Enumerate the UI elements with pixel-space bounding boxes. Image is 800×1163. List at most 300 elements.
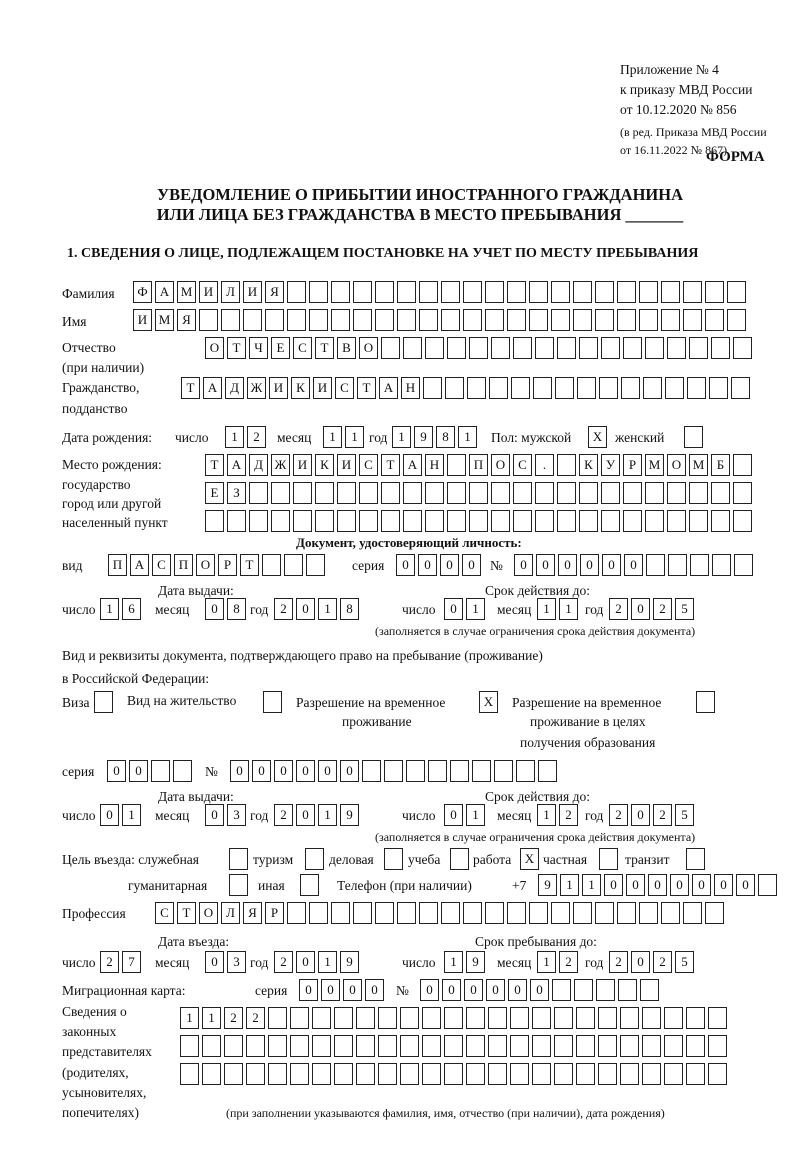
- char-cell[interactable]: [510, 1035, 529, 1057]
- char-cell[interactable]: 0: [252, 760, 271, 782]
- entry-month-field[interactable]: [205, 951, 246, 973]
- char-cell[interactable]: [620, 1063, 639, 1085]
- char-cell[interactable]: [450, 848, 469, 870]
- char-cell[interactable]: 1: [318, 804, 337, 826]
- char-cell[interactable]: X: [520, 848, 539, 870]
- char-cell[interactable]: [151, 760, 170, 782]
- char-cell[interactable]: [397, 309, 416, 331]
- char-cell[interactable]: [620, 1035, 639, 1057]
- char-cell[interactable]: [510, 1063, 529, 1085]
- char-cell[interactable]: [221, 309, 240, 331]
- char-cell[interactable]: П: [469, 454, 488, 476]
- char-cell[interactable]: 2: [653, 951, 672, 973]
- char-cell[interactable]: [642, 1035, 661, 1057]
- entry-day-field[interactable]: [100, 951, 141, 973]
- char-cell[interactable]: [579, 337, 598, 359]
- char-cell[interactable]: [576, 1063, 595, 1085]
- birth-year-field[interactable]: [392, 426, 477, 448]
- char-cell[interactable]: В: [337, 337, 356, 359]
- char-cell[interactable]: [312, 1035, 331, 1057]
- char-cell[interactable]: [381, 510, 400, 532]
- reps-row-3[interactable]: [180, 1063, 727, 1085]
- char-cell[interactable]: О: [196, 554, 215, 576]
- char-cell[interactable]: [375, 281, 394, 303]
- char-cell[interactable]: [573, 902, 592, 924]
- char-cell[interactable]: Е: [271, 337, 290, 359]
- char-cell[interactable]: А: [155, 281, 174, 303]
- char-cell[interactable]: [441, 309, 460, 331]
- char-cell[interactable]: [227, 510, 246, 532]
- char-cell[interactable]: [447, 482, 466, 504]
- char-cell[interactable]: [709, 377, 728, 399]
- char-cell[interactable]: [664, 1007, 683, 1029]
- char-cell[interactable]: [642, 1063, 661, 1085]
- char-cell[interactable]: С: [335, 377, 354, 399]
- char-cell[interactable]: О: [491, 454, 510, 476]
- id-issue-year-field[interactable]: [274, 598, 359, 620]
- char-cell[interactable]: 0: [536, 554, 555, 576]
- char-cell[interactable]: [557, 482, 576, 504]
- purpose-tourism-checkbox[interactable]: [305, 848, 324, 870]
- char-cell[interactable]: [532, 1035, 551, 1057]
- patronymic-field[interactable]: [205, 337, 752, 359]
- char-cell[interactable]: [687, 377, 706, 399]
- char-cell[interactable]: [621, 377, 640, 399]
- char-cell[interactable]: С: [152, 554, 171, 576]
- char-cell[interactable]: Т: [357, 377, 376, 399]
- right-issue-day-field[interactable]: [100, 804, 141, 826]
- char-cell[interactable]: 3: [227, 804, 246, 826]
- char-cell[interactable]: М: [177, 281, 196, 303]
- char-cell[interactable]: 0: [107, 760, 126, 782]
- char-cell[interactable]: [683, 281, 702, 303]
- char-cell[interactable]: И: [293, 454, 312, 476]
- char-cell[interactable]: [290, 1007, 309, 1029]
- char-cell[interactable]: Ж: [247, 377, 266, 399]
- stay-month-field[interactable]: [537, 951, 578, 973]
- char-cell[interactable]: И: [269, 377, 288, 399]
- char-cell[interactable]: [445, 377, 464, 399]
- char-cell[interactable]: [362, 760, 381, 782]
- char-cell[interactable]: 0: [296, 598, 315, 620]
- char-cell[interactable]: А: [403, 454, 422, 476]
- birth-place-row-3[interactable]: [205, 510, 752, 532]
- char-cell[interactable]: [381, 482, 400, 504]
- char-cell[interactable]: А: [203, 377, 222, 399]
- char-cell[interactable]: 1: [318, 598, 337, 620]
- char-cell[interactable]: Д: [225, 377, 244, 399]
- char-cell[interactable]: [733, 510, 752, 532]
- temp-residence-checkbox[interactable]: [479, 691, 498, 713]
- char-cell[interactable]: 9: [340, 951, 359, 973]
- char-cell[interactable]: 1: [318, 951, 337, 973]
- char-cell[interactable]: [705, 902, 724, 924]
- char-cell[interactable]: 5: [675, 598, 694, 620]
- char-cell[interactable]: 0: [205, 951, 224, 973]
- char-cell[interactable]: [246, 1035, 265, 1057]
- char-cell[interactable]: [601, 482, 620, 504]
- char-cell[interactable]: [419, 281, 438, 303]
- char-cell[interactable]: 5: [675, 804, 694, 826]
- char-cell[interactable]: [312, 1063, 331, 1085]
- char-cell[interactable]: Т: [227, 337, 246, 359]
- char-cell[interactable]: [309, 281, 328, 303]
- char-cell[interactable]: 2: [609, 951, 628, 973]
- char-cell[interactable]: М: [645, 454, 664, 476]
- char-cell[interactable]: [425, 510, 444, 532]
- char-cell[interactable]: 2: [274, 804, 293, 826]
- char-cell[interactable]: 0: [624, 554, 643, 576]
- char-cell[interactable]: 0: [444, 598, 463, 620]
- char-cell[interactable]: 0: [692, 874, 711, 896]
- char-cell[interactable]: Я: [177, 309, 196, 331]
- char-cell[interactable]: [463, 902, 482, 924]
- char-cell[interactable]: 2: [224, 1007, 243, 1029]
- char-cell[interactable]: [667, 510, 686, 532]
- purpose-transit-checkbox[interactable]: [686, 848, 705, 870]
- char-cell[interactable]: [532, 1007, 551, 1029]
- visa-checkbox[interactable]: [94, 691, 113, 713]
- char-cell[interactable]: [287, 281, 306, 303]
- char-cell[interactable]: И: [133, 309, 152, 331]
- char-cell[interactable]: Е: [205, 482, 224, 504]
- char-cell[interactable]: Т: [205, 454, 224, 476]
- char-cell[interactable]: [573, 281, 592, 303]
- char-cell[interactable]: [758, 874, 777, 896]
- char-cell[interactable]: [331, 309, 350, 331]
- sex-female-checkbox[interactable]: [684, 426, 703, 448]
- right-series-field[interactable]: [107, 760, 192, 782]
- purpose-other-checkbox[interactable]: [300, 874, 319, 896]
- char-cell[interactable]: [224, 1063, 243, 1085]
- char-cell[interactable]: 0: [299, 979, 318, 1001]
- char-cell[interactable]: [551, 309, 570, 331]
- char-cell[interactable]: 1: [323, 426, 342, 448]
- char-cell[interactable]: [422, 1007, 441, 1029]
- char-cell[interactable]: [617, 902, 636, 924]
- char-cell[interactable]: [686, 848, 705, 870]
- char-cell[interactable]: [309, 309, 328, 331]
- char-cell[interactable]: 1: [122, 804, 141, 826]
- char-cell[interactable]: [579, 510, 598, 532]
- char-cell[interactable]: [690, 554, 709, 576]
- char-cell[interactable]: 0: [343, 979, 362, 1001]
- char-cell[interactable]: А: [130, 554, 149, 576]
- right-issue-month-field[interactable]: [205, 804, 246, 826]
- char-cell[interactable]: [466, 1063, 485, 1085]
- char-cell[interactable]: [689, 482, 708, 504]
- char-cell[interactable]: К: [291, 377, 310, 399]
- char-cell[interactable]: [428, 760, 447, 782]
- char-cell[interactable]: [249, 510, 268, 532]
- char-cell[interactable]: [467, 377, 486, 399]
- char-cell[interactable]: 0: [230, 760, 249, 782]
- char-cell[interactable]: [381, 337, 400, 359]
- char-cell[interactable]: 0: [631, 804, 650, 826]
- char-cell[interactable]: 0: [464, 979, 483, 1001]
- char-cell[interactable]: 0: [420, 979, 439, 1001]
- stay-year-field[interactable]: [609, 951, 694, 973]
- char-cell[interactable]: [466, 1035, 485, 1057]
- char-cell[interactable]: [400, 1007, 419, 1029]
- char-cell[interactable]: [229, 848, 248, 870]
- char-cell[interactable]: [683, 309, 702, 331]
- char-cell[interactable]: 1: [537, 951, 556, 973]
- char-cell[interactable]: [331, 902, 350, 924]
- char-cell[interactable]: 0: [508, 979, 527, 1001]
- char-cell[interactable]: Л: [221, 281, 240, 303]
- char-cell[interactable]: 0: [365, 979, 384, 1001]
- char-cell[interactable]: [491, 482, 510, 504]
- purpose-study-checkbox[interactable]: [450, 848, 469, 870]
- char-cell[interactable]: 0: [340, 760, 359, 782]
- char-cell[interactable]: X: [479, 691, 498, 713]
- char-cell[interactable]: [444, 1007, 463, 1029]
- char-cell[interactable]: 2: [274, 951, 293, 973]
- char-cell[interactable]: [727, 281, 746, 303]
- char-cell[interactable]: [406, 760, 425, 782]
- char-cell[interactable]: [491, 337, 510, 359]
- char-cell[interactable]: [577, 377, 596, 399]
- profession-field[interactable]: [155, 902, 724, 924]
- char-cell[interactable]: [554, 1007, 573, 1029]
- char-cell[interactable]: [447, 454, 466, 476]
- char-cell[interactable]: [645, 482, 664, 504]
- char-cell[interactable]: [469, 510, 488, 532]
- char-cell[interactable]: [513, 337, 532, 359]
- char-cell[interactable]: 1: [559, 598, 578, 620]
- purpose-business-checkbox[interactable]: [384, 848, 403, 870]
- char-cell[interactable]: [293, 510, 312, 532]
- id-series-field[interactable]: [396, 554, 481, 576]
- char-cell[interactable]: 6: [122, 598, 141, 620]
- id-valid-year-field[interactable]: [609, 598, 694, 620]
- char-cell[interactable]: [205, 510, 224, 532]
- char-cell[interactable]: 0: [205, 804, 224, 826]
- char-cell[interactable]: [598, 1007, 617, 1029]
- char-cell[interactable]: [419, 309, 438, 331]
- id-issue-day-field[interactable]: [100, 598, 141, 620]
- char-cell[interactable]: [598, 1063, 617, 1085]
- char-cell[interactable]: [596, 979, 615, 1001]
- char-cell[interactable]: [488, 1063, 507, 1085]
- char-cell[interactable]: [268, 1063, 287, 1085]
- char-cell[interactable]: X: [588, 426, 607, 448]
- char-cell[interactable]: [384, 848, 403, 870]
- char-cell[interactable]: [268, 1007, 287, 1029]
- char-cell[interactable]: 8: [227, 598, 246, 620]
- char-cell[interactable]: 0: [396, 554, 415, 576]
- char-cell[interactable]: [444, 1063, 463, 1085]
- char-cell[interactable]: 2: [274, 598, 293, 620]
- char-cell[interactable]: Т: [381, 454, 400, 476]
- birth-day-field[interactable]: [225, 426, 266, 448]
- char-cell[interactable]: [552, 979, 571, 1001]
- char-cell[interactable]: [711, 482, 730, 504]
- char-cell[interactable]: [661, 902, 680, 924]
- char-cell[interactable]: [337, 482, 356, 504]
- char-cell[interactable]: [507, 281, 526, 303]
- char-cell[interactable]: [300, 874, 319, 896]
- right-valid-day-field[interactable]: [444, 804, 485, 826]
- char-cell[interactable]: [419, 902, 438, 924]
- char-cell[interactable]: [646, 554, 665, 576]
- char-cell[interactable]: 1: [345, 426, 364, 448]
- char-cell[interactable]: П: [174, 554, 193, 576]
- char-cell[interactable]: [557, 454, 576, 476]
- char-cell[interactable]: [599, 848, 618, 870]
- char-cell[interactable]: [224, 1035, 243, 1057]
- char-cell[interactable]: М: [689, 454, 708, 476]
- char-cell[interactable]: О: [205, 337, 224, 359]
- char-cell[interactable]: [378, 1007, 397, 1029]
- char-cell[interactable]: Т: [177, 902, 196, 924]
- char-cell[interactable]: [290, 1063, 309, 1085]
- char-cell[interactable]: [696, 691, 715, 713]
- char-cell[interactable]: [529, 281, 548, 303]
- char-cell[interactable]: 8: [340, 598, 359, 620]
- char-cell[interactable]: [447, 337, 466, 359]
- char-cell[interactable]: [353, 309, 372, 331]
- char-cell[interactable]: [667, 482, 686, 504]
- char-cell[interactable]: [265, 309, 284, 331]
- char-cell[interactable]: [599, 377, 618, 399]
- char-cell[interactable]: [601, 337, 620, 359]
- char-cell[interactable]: Ч: [249, 337, 268, 359]
- char-cell[interactable]: [532, 1063, 551, 1085]
- char-cell[interactable]: [243, 309, 262, 331]
- char-cell[interactable]: [485, 309, 504, 331]
- purpose-official-checkbox[interactable]: [229, 848, 248, 870]
- char-cell[interactable]: 0: [626, 874, 645, 896]
- char-cell[interactable]: [494, 760, 513, 782]
- char-cell[interactable]: 0: [440, 554, 459, 576]
- char-cell[interactable]: 1: [582, 874, 601, 896]
- char-cell[interactable]: [353, 902, 372, 924]
- char-cell[interactable]: [290, 1035, 309, 1057]
- char-cell[interactable]: [488, 1035, 507, 1057]
- char-cell[interactable]: 5: [675, 951, 694, 973]
- char-cell[interactable]: 2: [609, 598, 628, 620]
- char-cell[interactable]: [463, 281, 482, 303]
- char-cell[interactable]: [734, 554, 753, 576]
- char-cell[interactable]: [262, 554, 281, 576]
- char-cell[interactable]: П: [108, 554, 127, 576]
- char-cell[interactable]: И: [243, 281, 262, 303]
- char-cell[interactable]: [551, 281, 570, 303]
- char-cell[interactable]: 1: [537, 598, 556, 620]
- char-cell[interactable]: [315, 510, 334, 532]
- char-cell[interactable]: 1: [560, 874, 579, 896]
- char-cell[interactable]: Ф: [133, 281, 152, 303]
- char-cell[interactable]: [488, 1007, 507, 1029]
- char-cell[interactable]: [574, 979, 593, 1001]
- char-cell[interactable]: [199, 309, 218, 331]
- char-cell[interactable]: Б: [711, 454, 730, 476]
- char-cell[interactable]: [711, 337, 730, 359]
- char-cell[interactable]: [705, 281, 724, 303]
- char-cell[interactable]: [598, 1035, 617, 1057]
- char-cell[interactable]: [684, 426, 703, 448]
- char-cell[interactable]: 2: [653, 598, 672, 620]
- char-cell[interactable]: И: [313, 377, 332, 399]
- char-cell[interactable]: [618, 979, 637, 1001]
- char-cell[interactable]: [271, 482, 290, 504]
- mc-series-field[interactable]: [299, 979, 384, 1001]
- char-cell[interactable]: [450, 760, 469, 782]
- char-cell[interactable]: [287, 309, 306, 331]
- char-cell[interactable]: 0: [558, 554, 577, 576]
- char-cell[interactable]: [513, 510, 532, 532]
- char-cell[interactable]: [686, 1007, 705, 1029]
- char-cell[interactable]: 2: [559, 804, 578, 826]
- entry-year-field[interactable]: [274, 951, 359, 973]
- char-cell[interactable]: [485, 281, 504, 303]
- char-cell[interactable]: [491, 510, 510, 532]
- char-cell[interactable]: 9: [538, 874, 557, 896]
- char-cell[interactable]: [400, 1063, 419, 1085]
- char-cell[interactable]: 1: [537, 804, 556, 826]
- char-cell[interactable]: 2: [609, 804, 628, 826]
- char-cell[interactable]: 0: [296, 804, 315, 826]
- char-cell[interactable]: [601, 510, 620, 532]
- char-cell[interactable]: [293, 482, 312, 504]
- char-cell[interactable]: 7: [122, 951, 141, 973]
- char-cell[interactable]: [554, 1035, 573, 1057]
- char-cell[interactable]: К: [579, 454, 598, 476]
- name-field[interactable]: [133, 309, 746, 331]
- char-cell[interactable]: Ж: [271, 454, 290, 476]
- char-cell[interactable]: Л: [221, 902, 240, 924]
- char-cell[interactable]: [579, 482, 598, 504]
- char-cell[interactable]: [708, 1007, 727, 1029]
- char-cell[interactable]: 0: [442, 979, 461, 1001]
- char-cell[interactable]: [447, 510, 466, 532]
- char-cell[interactable]: С: [155, 902, 174, 924]
- char-cell[interactable]: [400, 1035, 419, 1057]
- char-cell[interactable]: 0: [296, 760, 315, 782]
- char-cell[interactable]: 0: [714, 874, 733, 896]
- char-cell[interactable]: [403, 510, 422, 532]
- char-cell[interactable]: [287, 902, 306, 924]
- char-cell[interactable]: 0: [602, 554, 621, 576]
- char-cell[interactable]: С: [293, 337, 312, 359]
- char-cell[interactable]: [422, 1063, 441, 1085]
- char-cell[interactable]: [469, 482, 488, 504]
- char-cell[interactable]: 9: [414, 426, 433, 448]
- right-issue-year-field[interactable]: [274, 804, 359, 826]
- char-cell[interactable]: [733, 337, 752, 359]
- char-cell[interactable]: 3: [227, 951, 246, 973]
- char-cell[interactable]: [642, 1007, 661, 1029]
- char-cell[interactable]: И: [337, 454, 356, 476]
- char-cell[interactable]: М: [155, 309, 174, 331]
- char-cell[interactable]: [623, 337, 642, 359]
- char-cell[interactable]: [639, 309, 658, 331]
- char-cell[interactable]: [664, 1035, 683, 1057]
- char-cell[interactable]: [180, 1035, 199, 1057]
- char-cell[interactable]: 0: [296, 951, 315, 973]
- char-cell[interactable]: [708, 1035, 727, 1057]
- char-cell[interactable]: А: [379, 377, 398, 399]
- char-cell[interactable]: [639, 281, 658, 303]
- purpose-work-checkbox[interactable]: [520, 848, 539, 870]
- char-cell[interactable]: [667, 337, 686, 359]
- char-cell[interactable]: 2: [653, 804, 672, 826]
- char-cell[interactable]: [356, 1063, 375, 1085]
- char-cell[interactable]: 1: [458, 426, 477, 448]
- char-cell[interactable]: [305, 848, 324, 870]
